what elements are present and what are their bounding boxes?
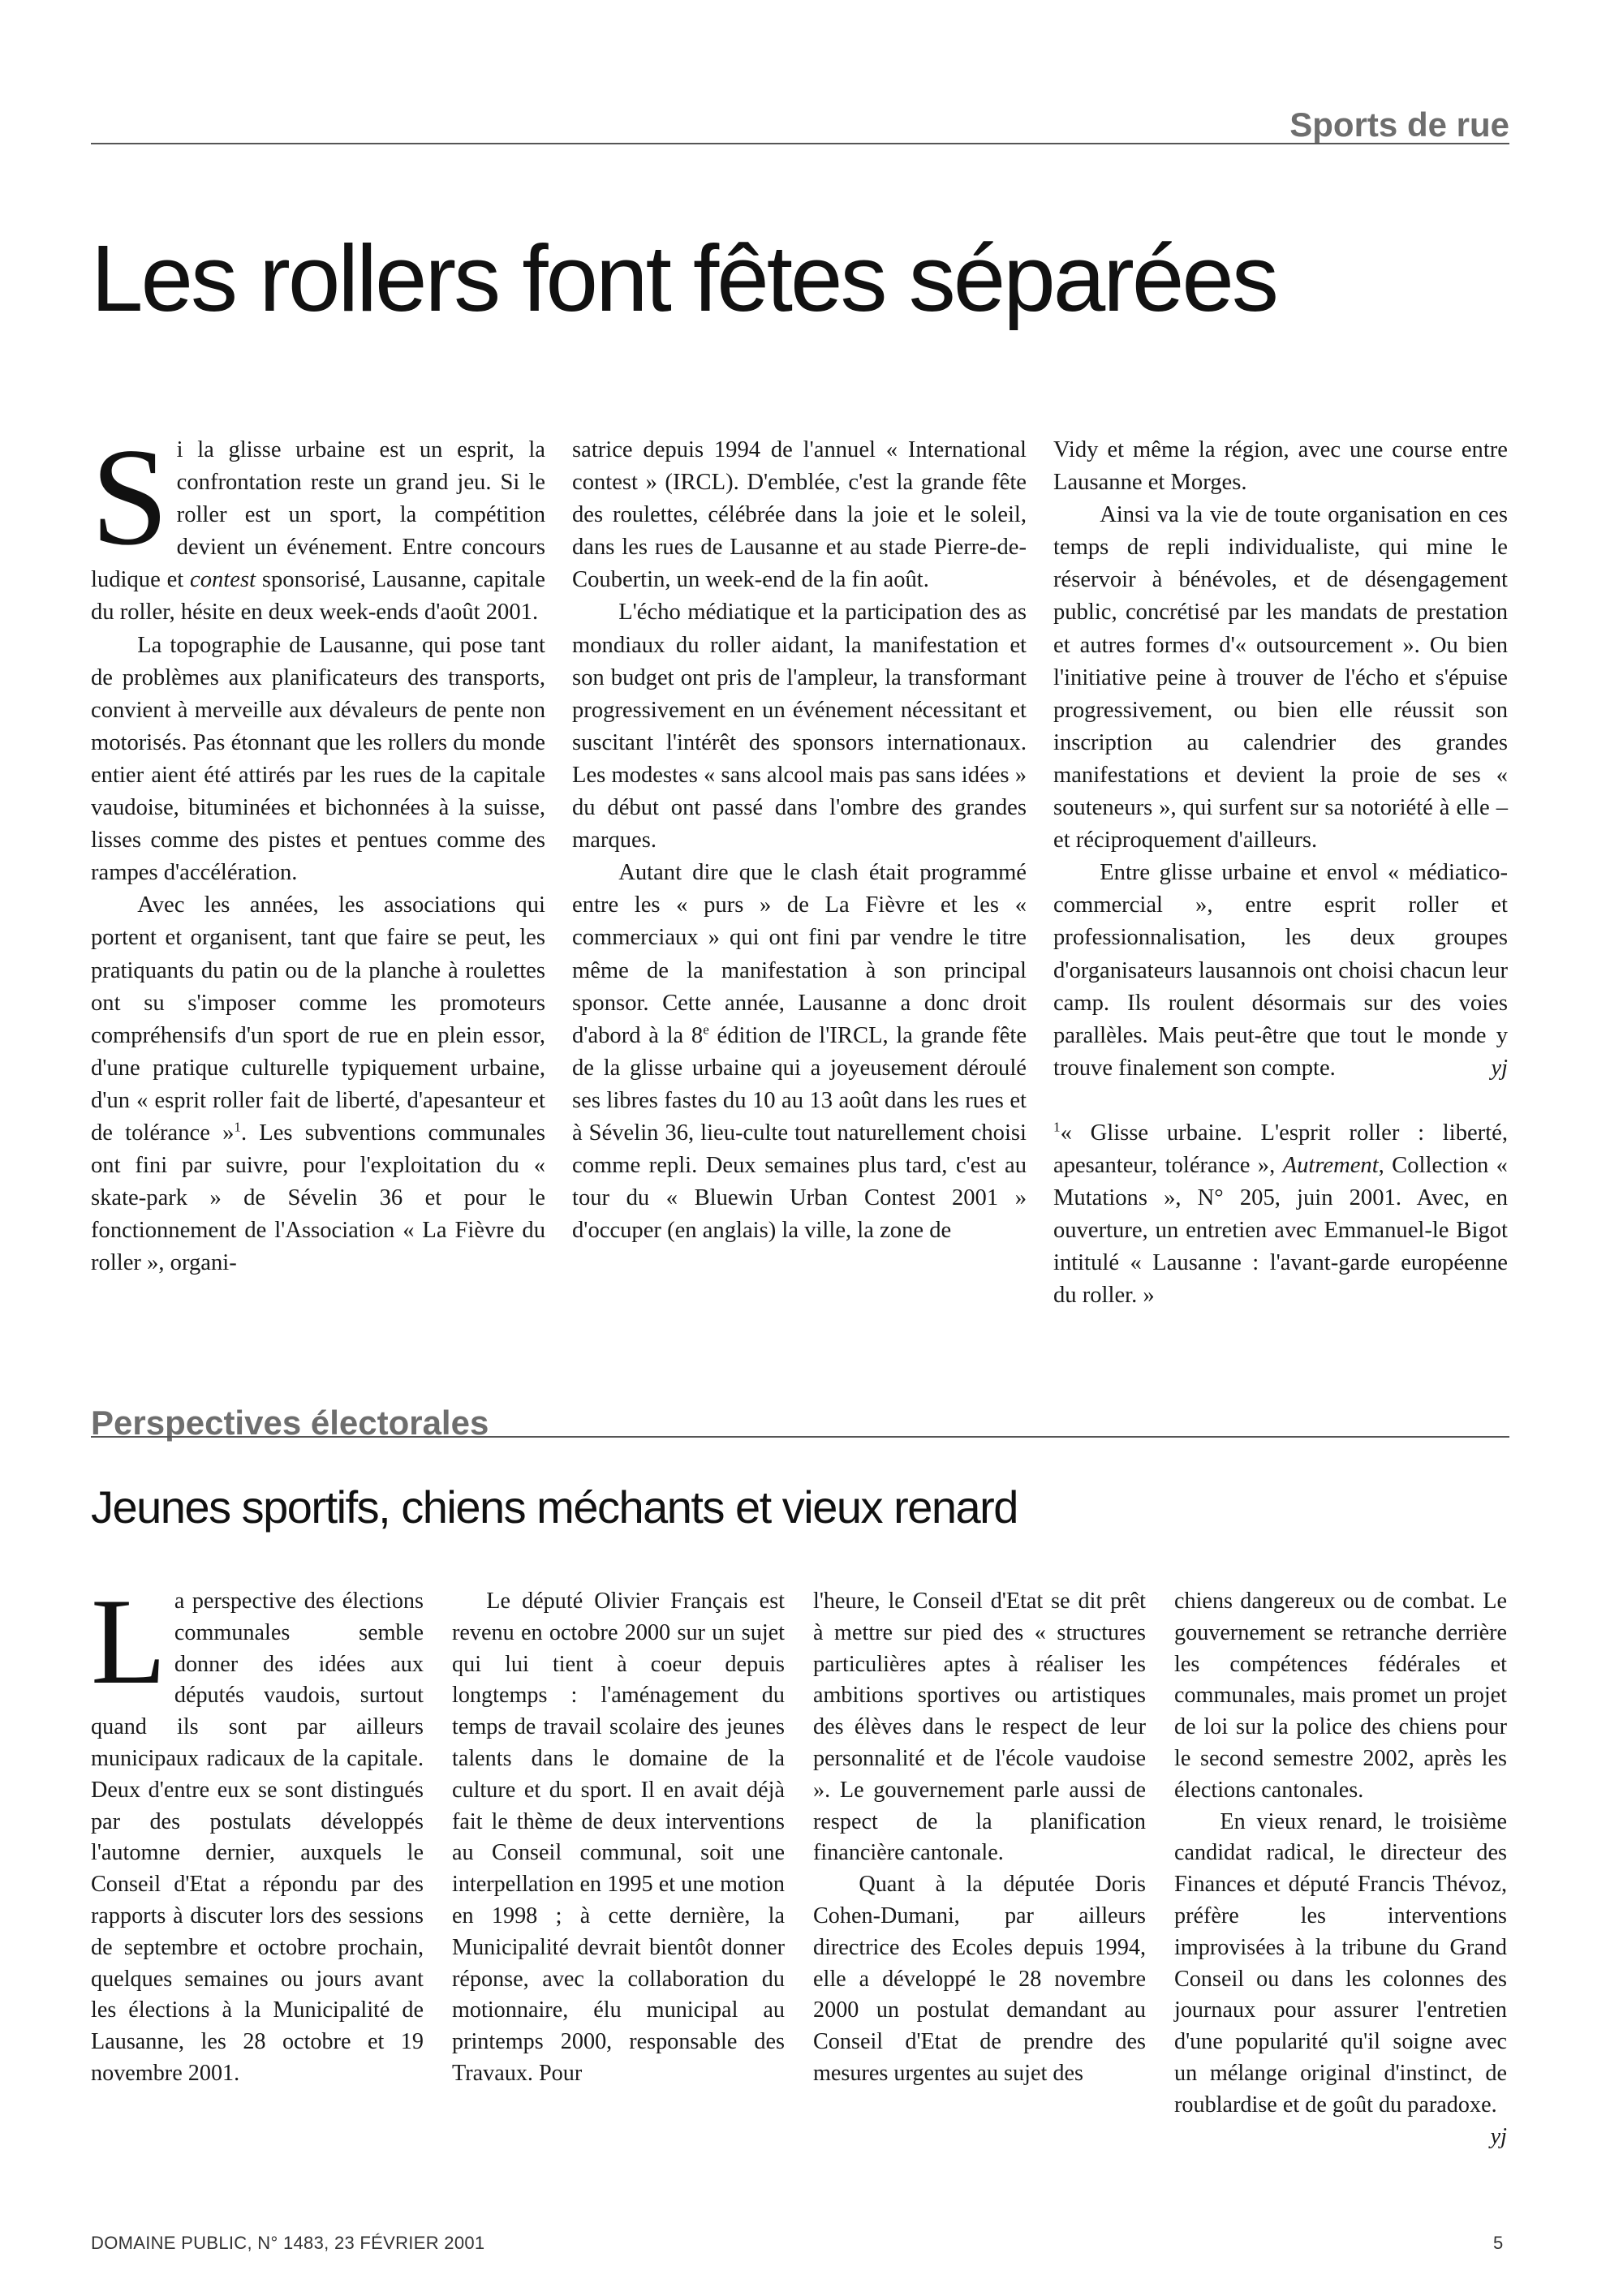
section-rule (91, 1436, 1509, 1438)
article-column-1 (91, 1573, 424, 2090)
article-column-3 (1053, 434, 1508, 1312)
paragraph: l'heure, le Conseil d'Etat se dit prêt à mettre sur pied des « structures particulières aptes à réaliser les ambitions sportives ou artistiques des élèves dans le respect de leur personnalité et de l'école vaudoise ». Le gouvernement parle aussi de respect de la planification financière cantonale. (813, 1589, 1146, 1866)
paragraph: Entre glisse urbaine et envol « médiatico-commercial », entre esprit roller et professionnalisation, les deux groupes d'organisateurs lausannois ont choisi chacun leur camp. Ils roulent désormais sur des voies parallèles. Mais peut-être que tout le monde y trouve finalement son compte. yj (1053, 857, 1508, 1085)
paragraph: Vidy et même la région, avec une course entre Lausanne et Morges. (1053, 437, 1508, 496)
article-title: Les rollers font fêtes séparées (91, 226, 1276, 331)
article-column-4 (1174, 1586, 1507, 2152)
paragraph: La topographie de Lausanne, qui pose tant de problèmes aux planificateurs des transports, convient à merveille aux dévaleurs de pente non motorisés. Pas étonnant que les rollers du monde entier aient été attirés par les rues de la capitale vaudoise, bituminées et bichonnées à la suisse, lisses comme des pistes et pentues comme des rampes d'accélération. (91, 632, 545, 886)
paragraph: Autant dire que le clash était programmé entre les « purs » de La Fièvre et les « commerciaux » qui ont fini par vendre le titre même de la manifestation à son principal sponsor. Cette année, Lausanne a donc droit d'abord à la 8e édition de l'IRCL, la grande fête de la glisse urbaine qui a joyeusement déroulé ses libres fastes du 10 au 13 août dans les rues et à Sévelin 36, lieu-culte tout naturellement choisi comme repli. Deux semaines plus tard, c'est au tour du « Bluewin Urban Contest 2001 » d'occuper (en anglais) la ville, la zone de (572, 860, 1027, 1244)
article-column-3 (813, 1586, 1146, 2090)
paragraph: Avec les années, les associations qui portent et organisent, tant que faire se peut, les pratiquants du patin ou de la planche à roulettes ont su s'imposer comme les promoteurs compréhensifs d'un sport de rue en plein essor, d'une pratique culturelle typiquement urbaine, d'un « esprit roller fait de liberté, d'apesanteur et de tolérance »$^1$. Les subventions communales ont fini par suivre, pour l'exploitation du « skate-park » de Sévelin 36 et pour le fonctionnement de l'Association « La Fièvre du roller », organi- (91, 892, 545, 1276)
paragraph: chiens dangereux ou de combat. Le gouvernement se retranche derrière les compétences fédérales et communales, mais promet un projet de loi sur la police des chiens pour le second semestre 2002, après les élections cantonales. (1174, 1589, 1507, 1803)
drop-cap: S (91, 420, 169, 574)
author-signature: yj (1491, 1055, 1508, 1081)
paragraph: Quant à la députée Doris Cohen-Dumani, par ailleurs directrice des Ecoles depuis 1994, elle a développé le 28 novembre 2000 un postulat demandant au Conseil d'Etat de prendre des mesures urgentes au sujet des (813, 1872, 1146, 2086)
paragraph: Le député Olivier Français est revenu en octobre 2000 sur un sujet qui lui tient à coeur depuis longtemps : l'aménagement du temps de travail scolaire des jeunes talents dans le domaine de la culture et du sport. Il en avait déjà fait le thème de deux interventions au Conseil communal, soit une interpellation en 1995 et une motion en 1998 ; à cette dernière, la Municipalité devrait bientôt donner réponse, avec la collaboration du motionnaire, élu municipal au printemps 2000, responsable des Travaux. Pour (452, 1589, 785, 2086)
footnote: $^1$« Glisse urbaine. L'esprit roller : liberté, apesanteur, tolérance », Autrement, Collection « Mutations », N° 205, juin 2001. Avec, en ouverture, un entretien avec Emmanuel-le Bigot intitulé « Lausanne : l'avant-garde européenne du roller. » (1053, 1119, 1508, 1309)
article-column-2 (572, 434, 1027, 1247)
article-column-1 (91, 420, 545, 1279)
section-label-elections: Perspectives électorales (91, 1404, 489, 1442)
drop-cap: L (91, 1573, 166, 1709)
paragraph: En vieux renard, le troisième candidat radical, le directeur des Finances et député Francis Thévoz, préfère les interventions improvisées à la tribune du Grand Conseil ou dans les colonnes des journaux pour assurer l'entretien d'une popularité qu'il soigne avec un mélange original d'instinct, de roublardise et de goût du paradoxe. yj (1174, 1807, 1507, 2122)
paragraph: Ainsi va la vie de toute organisation en ces temps de repli individualiste, qui mine le réservoir à bénévoles, et de désengagement public, concrétisé par les mandats de prestation et autres formes d'« outsourcement ». Ou bien l'initiative peine à trouver de l'écho et s'épuise progressivement, ou bien elle réussit son inscription au calendrier des grandes manifestations et devient la proie de ses « souteneurs », qui surfent sur sa notoriété à elle – et réciproquement d'ailleurs. (1053, 502, 1508, 853)
paragraph: La perspective des élections communales semble donner des idées aux députés vaudois, surtout quand ils sont par ailleurs municipaux radicaux de la capitale. Deux d'entre eux se sont distingués par des postulats développés l'automne dernier, auxquels le Conseil d'Etat a répondu par des rapports à discuter lors des sessions de septembre et octobre prochain, quelques semaines ou jours avant les élections à la Municipalité de Lausanne, les 28 octobre et 19 novembre 2001. (91, 1573, 424, 2086)
page-footer-publication: DOMAINE PUBLIC, N° 1483, 23 FÉVRIER 2001 (91, 2233, 485, 2253)
page-number: 5 (1493, 2233, 1504, 2253)
section-label-sports: Sports de rue (1289, 105, 1509, 144)
paragraph: Si la glisse urbaine est un esprit, la confrontation reste un grand jeu. Si le roller est un sport, la compétition devient un événement. Entre concours ludique et contest sponsorisé, Lausanne, capitale du roller, hésite en deux week-ends d'août 2001. (91, 420, 545, 626)
article-title: Jeunes sportifs, chiens méchants et vieux renard (91, 1481, 1018, 1533)
paragraph: satrice depuis 1994 de l'annuel « International contest » (IRCL). D'emblée, c'est la grande fête des roulettes, célébrée dans la joie et le soleil, dans les rues de Lausanne et au stade Pierre-de-Coubertin, un week-end de la fin août. (572, 437, 1027, 593)
paragraph: L'écho médiatique et la participation des as mondiaux du roller aidant, la manifestation et son budget ont pris de l'ampleur, la transformant progressivement en un événement nécessitant et suscitant l'intérêt des sponsors internationaux. Les modestes « sans alcool mais pas sans idées » du début ont passé dans l'ombre des grandes marques. (572, 600, 1027, 853)
author-signature: yj (1490, 2123, 1507, 2149)
section-rule (91, 143, 1509, 144)
article-column-2 (452, 1586, 785, 2090)
